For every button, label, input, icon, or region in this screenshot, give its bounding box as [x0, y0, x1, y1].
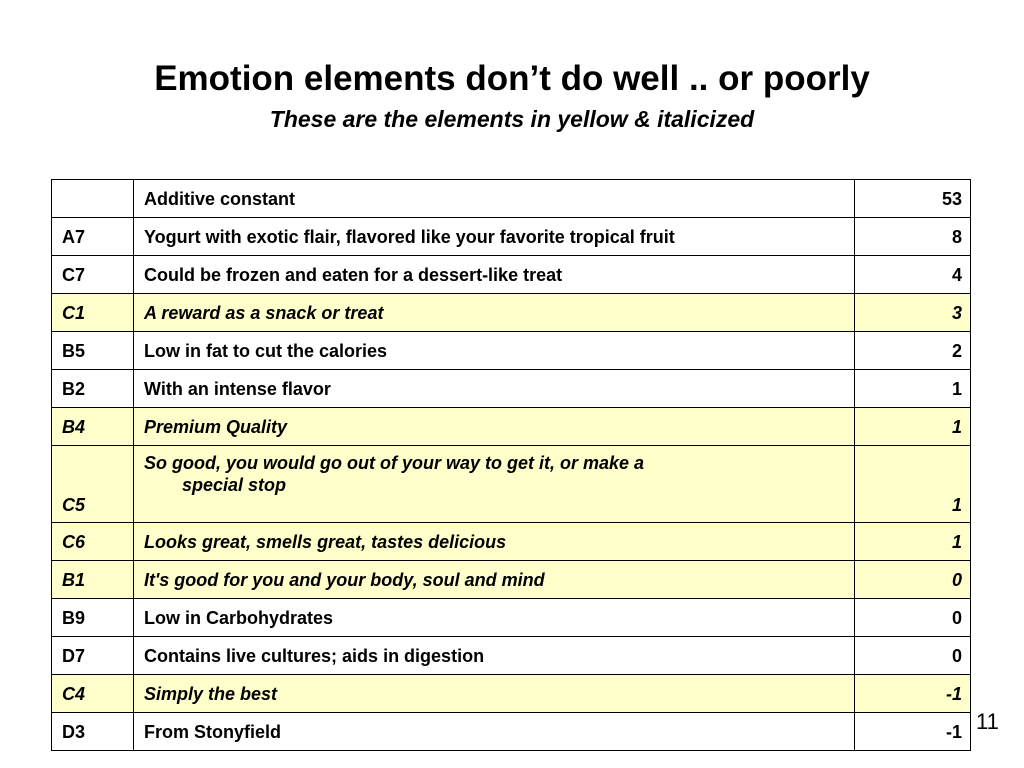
element-code: C5 [52, 446, 134, 523]
element-code: C4 [52, 675, 134, 713]
page-number: 11 [976, 709, 999, 734]
element-score: 1 [855, 446, 971, 523]
element-score: 4 [855, 256, 971, 294]
slide-title: Emotion elements don’t do well .. or poorly [154, 59, 870, 98]
element-code: C6 [52, 523, 134, 561]
element-code: C1 [52, 294, 134, 332]
element-score: 0 [855, 561, 971, 599]
table-row [52, 256, 971, 294]
table-row [52, 332, 971, 370]
element-score: -1 [855, 713, 971, 751]
element-code: B9 [52, 599, 134, 637]
element-score: 0 [855, 599, 971, 637]
table-row [52, 637, 971, 675]
element-description: Premium Quality [134, 408, 855, 446]
element-description: Contains live cultures; aids in digestion [134, 637, 855, 675]
element-code [52, 180, 134, 218]
element-description: Low in fat to cut the calories [134, 332, 855, 370]
table-row-highlighted [52, 446, 971, 523]
element-description: Low in Carbohydrates [134, 599, 855, 637]
element-score: 53 [855, 180, 971, 218]
table-row [52, 599, 971, 637]
table-row-highlighted [52, 523, 971, 561]
element-score: 8 [855, 218, 971, 256]
table-row [52, 713, 971, 751]
element-description-line1: So good, you would go out of your way to get it, or make a [144, 453, 645, 473]
table-row [52, 370, 971, 408]
element-score: -1 [855, 675, 971, 713]
element-score: 0 [855, 637, 971, 675]
element-description: With an intense flavor [134, 370, 855, 408]
element-description: It's good for you and your body, soul and mind [134, 561, 855, 599]
table-row-highlighted [52, 675, 971, 713]
slide-subtitle: These are the elements in yellow & italicized [269, 106, 755, 132]
table-row [52, 218, 971, 256]
element-score: 1 [855, 523, 971, 561]
table-row [52, 180, 971, 218]
element-score: 1 [855, 370, 971, 408]
element-code: B2 [52, 370, 134, 408]
element-code: A7 [52, 218, 134, 256]
element-description: Additive constant [134, 180, 855, 218]
element-description: Could be frozen and eaten for a dessert-like treat [134, 256, 855, 294]
element-description: Simply the best [134, 675, 855, 713]
element-score: 1 [855, 408, 971, 446]
element-score: 3 [855, 294, 971, 332]
element-code: C7 [52, 256, 134, 294]
element-description: Looks great, smells great, tastes delicious [134, 523, 855, 561]
table-row-highlighted [52, 294, 971, 332]
element-description [134, 446, 855, 523]
table-row-highlighted [52, 408, 971, 446]
element-code: B4 [52, 408, 134, 446]
element-code: B1 [52, 561, 134, 599]
elements-table [51, 179, 971, 751]
element-description: From Stonyfield [134, 713, 855, 751]
element-description: Yogurt with exotic flair, flavored like your favorite tropical fruit [134, 218, 855, 256]
element-code: D7 [52, 637, 134, 675]
element-code: B5 [52, 332, 134, 370]
element-score: 2 [855, 332, 971, 370]
element-code: D3 [52, 713, 134, 751]
table-row-highlighted [52, 561, 971, 599]
element-description: A reward as a snack or treat [134, 294, 855, 332]
element-description-line2: special stop [182, 475, 287, 495]
